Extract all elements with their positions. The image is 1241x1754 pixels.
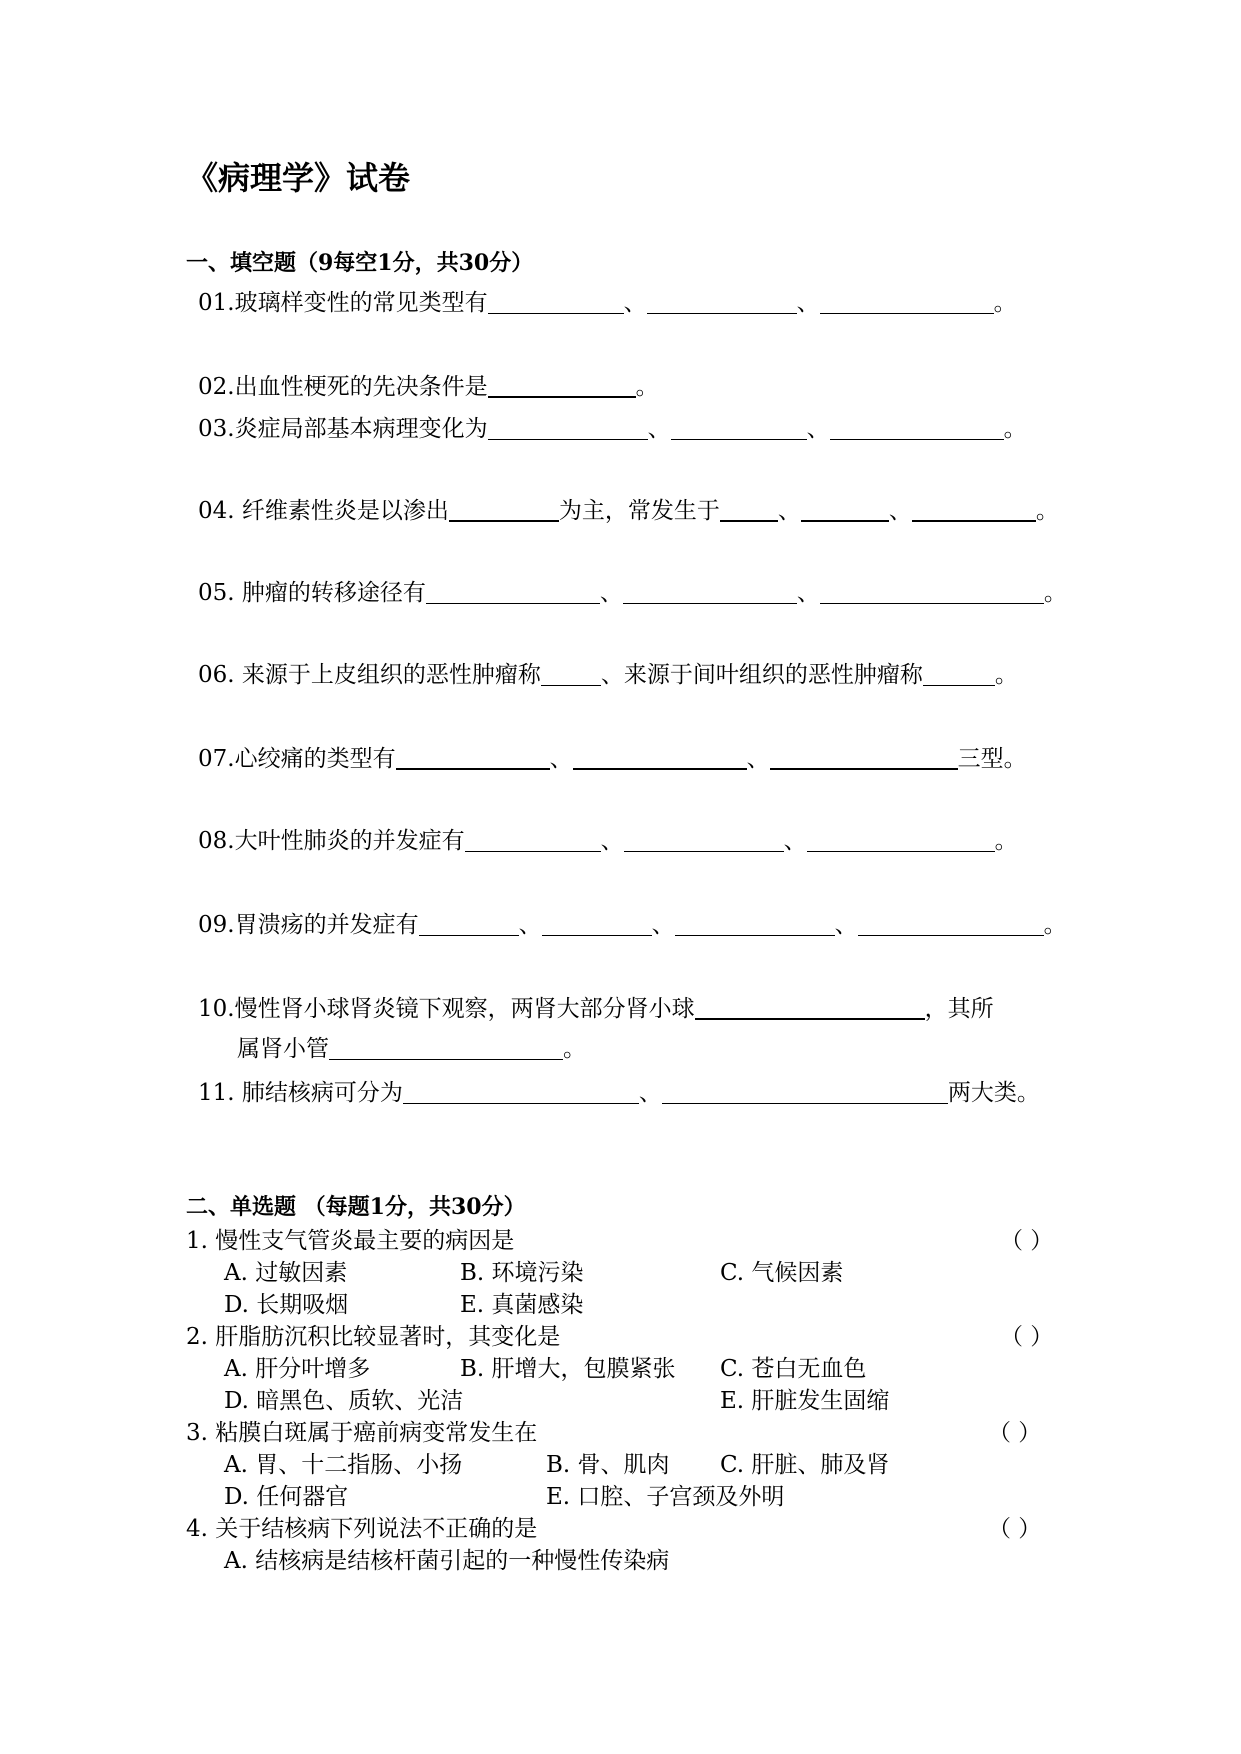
answer-parentheses[interactable]: （ ）	[988, 1420, 1042, 1446]
answer-blank[interactable]	[419, 913, 519, 936]
answer-blank[interactable]	[488, 291, 624, 314]
answer-blank[interactable]	[647, 291, 797, 314]
fill-question-02: 02.出血性梗死的先决条件是 。	[198, 374, 659, 400]
mc-option[interactable]: C. 肝脏、肺及肾	[720, 1452, 890, 1478]
answer-blank[interactable]	[542, 913, 652, 936]
mc-question-4: 4. 关于结核病下列说法不正确的是	[186, 1516, 538, 1542]
mc-option[interactable]: C. 苍白无血色	[720, 1356, 867, 1382]
fill-question-05: 05. 肿瘤的转移途径有 、 、 。	[198, 580, 1067, 606]
mc-option[interactable]: C. 气候因素	[720, 1260, 844, 1286]
answer-blank[interactable]	[465, 829, 601, 852]
answer-blank[interactable]	[426, 581, 600, 604]
fill-question-08: 08.大叶性肺炎的并发症有 、 、 。	[198, 828, 1018, 854]
answer-blank[interactable]	[623, 581, 797, 604]
answer-blank[interactable]	[858, 913, 1044, 936]
fill-question-10: 10.慢性肾小球肾炎镜下观察，两肾大部分肾小球 ，其所	[198, 996, 994, 1022]
answer-blank[interactable]	[488, 417, 648, 440]
answer-blank[interactable]	[449, 498, 559, 522]
mc-question-1: 1. 慢性支气管炎最主要的病因是	[186, 1228, 515, 1254]
fill-question-10-line2: 属肾小管 。	[237, 1036, 586, 1062]
mc-option[interactable]: A. 结核病是结核杆菌引起的一种慢性传染病	[224, 1548, 670, 1574]
fill-question-06: 06. 来源于上皮组织的恶性肿瘤称 、来源于间叶组织的恶性肿瘤称 。	[198, 662, 1018, 688]
answer-blank[interactable]	[912, 498, 1036, 522]
answer-blank[interactable]	[675, 913, 835, 936]
answer-parentheses[interactable]: （ ）	[988, 1516, 1042, 1542]
fill-question-03: 03.炎症局部基本病理变化为 、 、 。	[198, 416, 1027, 442]
mc-option[interactable]: E. 口腔、子宫颈及外明	[546, 1484, 785, 1510]
answer-blank[interactable]	[662, 1081, 948, 1104]
answer-parentheses[interactable]: （ ）	[1000, 1324, 1054, 1350]
answer-blank[interactable]	[830, 417, 1004, 440]
answer-blank[interactable]	[770, 746, 958, 770]
answer-blank[interactable]	[541, 663, 601, 686]
fill-question-11: 11. 肺结核病可分为 、 两大类。	[198, 1080, 1040, 1106]
answer-parentheses[interactable]: （ ）	[1000, 1228, 1054, 1254]
mc-question-2: 2. 肝脂肪沉积比较显著时，其变化是	[186, 1324, 561, 1350]
fill-question-07: 07.心绞痛的类型有 、 、 三型。	[198, 746, 1027, 772]
mc-question-3: 3. 粘膜白斑属于癌前病变常发生在	[186, 1420, 538, 1446]
answer-blank[interactable]	[573, 746, 747, 770]
fill-question-01: 01.玻璃样变性的常见类型有 、 、 。	[198, 290, 1017, 316]
mc-option[interactable]: A. 肝分叶增多	[224, 1356, 371, 1382]
fill-question-04: 04. 纤维素性炎是以渗出 为主，常发生于 、 、 。	[198, 498, 1059, 524]
answer-blank[interactable]	[807, 829, 995, 852]
fill-question-09: 09.胃溃疡的并发症有 、 、 、 。	[198, 912, 1067, 938]
mc-option[interactable]: E. 真菌感染	[460, 1292, 584, 1318]
answer-blank[interactable]	[820, 291, 994, 314]
answer-blank[interactable]	[624, 829, 784, 852]
answer-blank[interactable]	[820, 581, 1044, 604]
section1-heading: 一、填空题（9每空1分，共30分）	[186, 250, 534, 276]
exam-title: 《病理学》试卷	[186, 159, 411, 197]
mc-option[interactable]: D. 任何器官	[224, 1484, 349, 1510]
section2-heading: 二、单选题 （每题1分，共30分）	[186, 1194, 526, 1220]
answer-blank[interactable]	[488, 374, 636, 398]
mc-option[interactable]: D. 暗黑色、质软、光洁	[224, 1388, 464, 1414]
answer-blank[interactable]	[329, 1037, 563, 1060]
answer-blank[interactable]	[801, 498, 889, 522]
answer-blank[interactable]	[695, 996, 925, 1020]
answer-blank[interactable]	[396, 746, 550, 770]
answer-blank[interactable]	[923, 663, 995, 686]
mc-option[interactable]: A. 过敏因素	[224, 1260, 348, 1286]
mc-option[interactable]: D. 长期吸烟	[224, 1292, 349, 1318]
mc-option[interactable]: B. 环境污染	[460, 1260, 584, 1286]
answer-blank[interactable]	[720, 498, 778, 522]
mc-option[interactable]: A. 胃、十二指肠、小扬	[224, 1452, 463, 1478]
mc-option[interactable]: B. 骨、肌肉	[546, 1452, 670, 1478]
answer-blank[interactable]	[671, 417, 807, 440]
mc-option[interactable]: B. 肝增大，包膜紧张	[460, 1356, 676, 1382]
answer-blank[interactable]	[403, 1081, 639, 1104]
mc-option[interactable]: E. 肝脏发生固缩	[720, 1388, 890, 1414]
